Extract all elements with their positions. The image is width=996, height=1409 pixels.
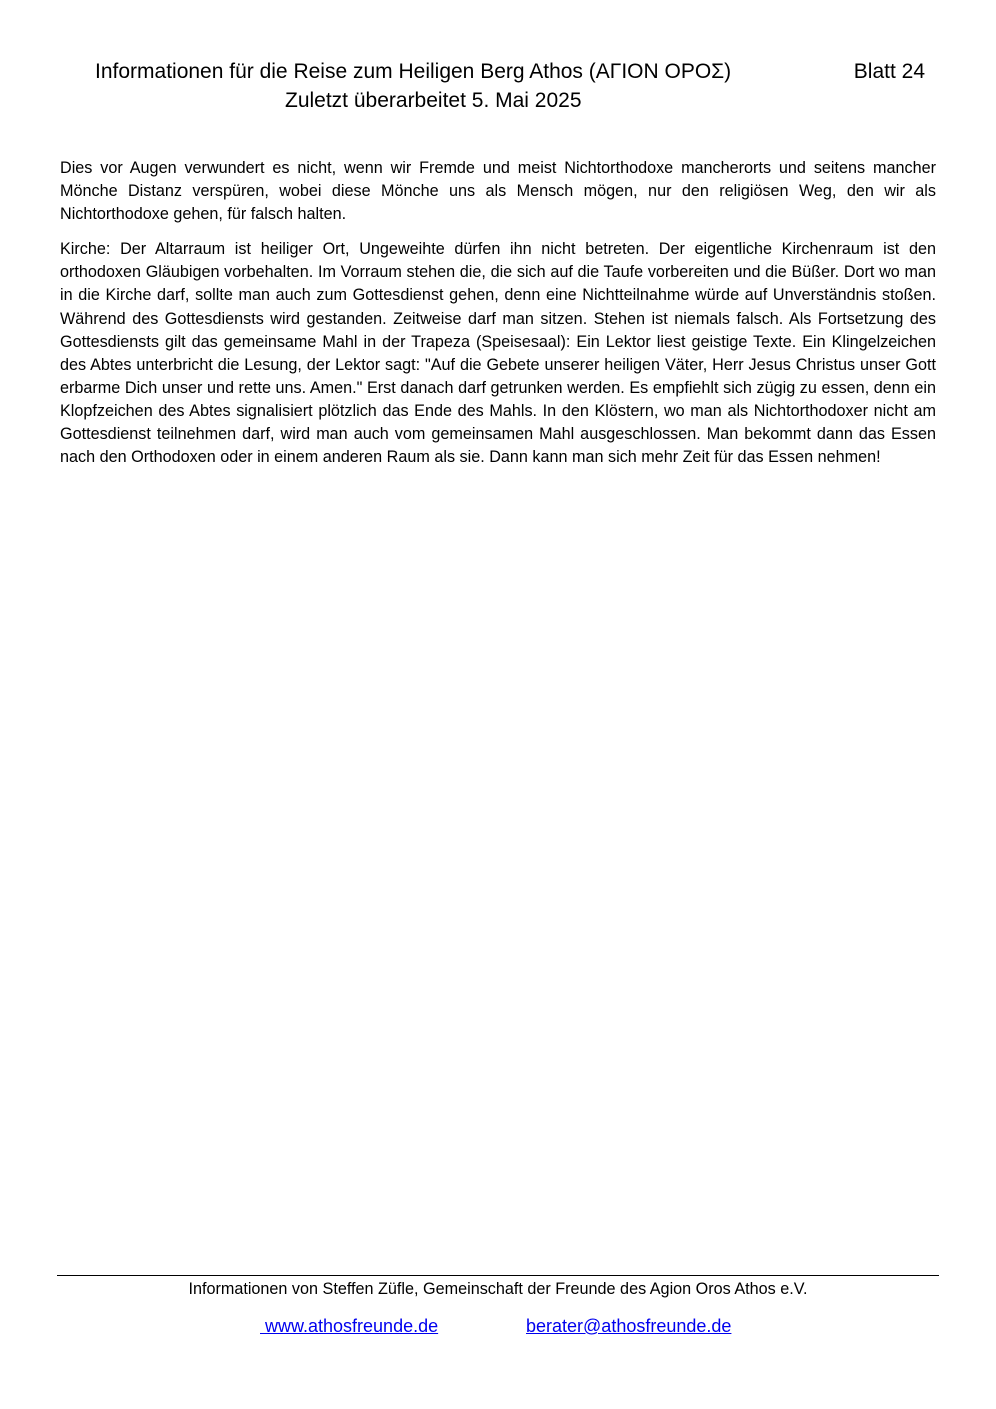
paragraph: Kirche: Der Altarraum ist heiliger Ort, Ungeweihte dürfen ihn nicht betreten. Der eigentliche Kirchenraum ist den orthodoxen Gläubigen vorbehalten. Im Vorraum stehen die, die sich auf die Taufe vorbereiten und die Büßer. Dort wo man in die Kirche darf, sollte man auch zum Gottesdienst gehen, denn eine Nichtteilnahme würde auf Unverständnis stoßen. Während des Gottesdiensts wird gestanden. Zeitweise darf man sitzen. Stehen ist niemals falsch. Als Fortsetzung des Gottesdiensts gilt das gemeinsame Mahl in der Trapeza (Speisesaal): Ein Lektor liest geistige Texte. Ein Klingelzeichen des Abtes unterbricht die Lesung, der Lektor sagt: "Auf die Gebete unserer heiligen Väter, Herr Jesus Christus unser Gott erbarme Dich unser und rette uns. Amen." Erst danach darf getrunken werden. Es empfiehlt sich zügig zu essen, denn ein Klopfzeichen des Abtes signalisiert plötzlich das Ende des Mahls. In den Klöstern, wo man als Nichtorthodoxer nicht am Gottesdienst teilnehmen darf, wird man auch vom gemeinsamen Mahl ausgeschlossen. Man bekommt dann das Essen nach den Orthodoxen oder in einem anderen Raum als sie. Dann kann man sich mehr Zeit für das Essen nehmen! <box>60 240 936 467</box>
body-text <box>60 157 936 481</box>
sheet-number: Blatt 24 <box>853 60 925 83</box>
website-link[interactable]: www.athosfreunde.de <box>260 1316 439 1336</box>
document-title: Informationen für die Reise zum Heiligen Berg Athos (ΑΓΙΟΝ ΟΡΟΣ) <box>95 60 732 83</box>
email-link[interactable]: berater@athosfreunde.de <box>526 1316 732 1336</box>
footer-credit: Informationen von Steffen Züfle, Gemeinschaft der Freunde des Agion Oros Athos e.V. <box>188 1280 808 1298</box>
paragraph: Dies vor Augen verwundert es nicht, wenn wir Fremde und meist Nichtorthodoxe mancherorts und seitens mancher Mönche Distanz verspüren, wobei diese Mönche uns als Mensch mögen, nur den religiösen Weg, den wir als Nichtorthodoxe gehen, für falsch halten. <box>60 159 936 224</box>
revision-date: Zuletzt überarbeitet 5. Mai 2025 <box>285 89 582 112</box>
footer-divider <box>57 1275 939 1276</box>
